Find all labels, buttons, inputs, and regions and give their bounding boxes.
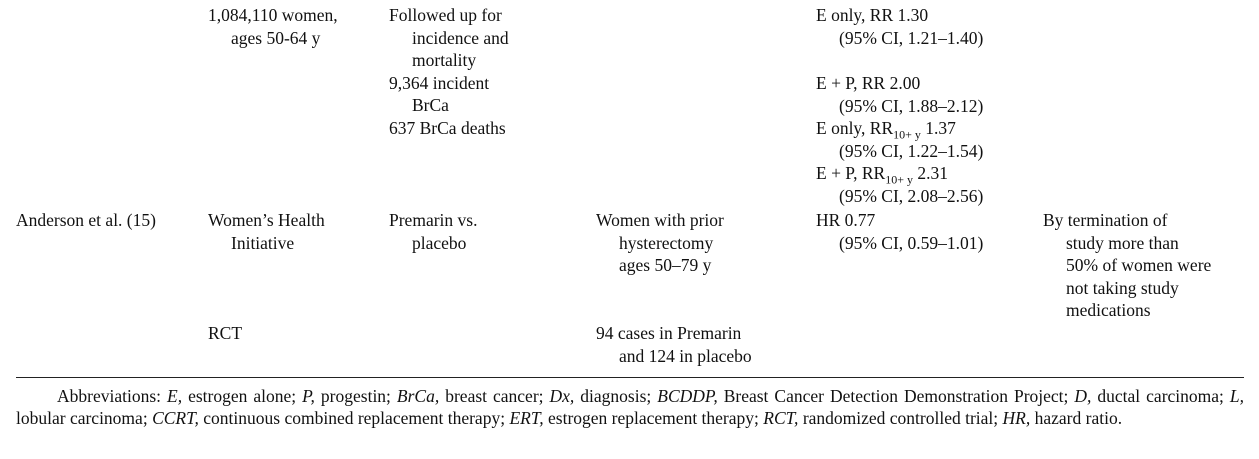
intervention-cell bbox=[389, 209, 477, 254]
population-line: ages 50-64 y bbox=[231, 27, 321, 48]
comments-cell bbox=[1043, 209, 1211, 322]
footnote-abbr: D, bbox=[1074, 386, 1092, 406]
result-label-post: 2.31 bbox=[912, 163, 948, 183]
population-cell bbox=[208, 4, 338, 49]
comment-line: medications bbox=[1066, 300, 1151, 320]
design-line: RCT bbox=[208, 323, 243, 343]
footnote-abbr: P, bbox=[302, 386, 315, 406]
footnote-abbr: CCRT, bbox=[152, 407, 199, 428]
footnote-abbr: RCT, bbox=[763, 407, 799, 428]
footnote-abbr: BCDDP, bbox=[657, 386, 718, 406]
results-cell bbox=[816, 209, 983, 254]
subjects-cell bbox=[596, 209, 724, 277]
design-line: Followed up for bbox=[389, 5, 502, 25]
result-label: E + P, RR 2.00 bbox=[816, 73, 921, 93]
result-label: HR 0.77 bbox=[816, 210, 876, 230]
result-ci: (95% CI, 1.21–1.40) bbox=[839, 27, 984, 48]
footnote-def: Breast Cancer Detection Demonstration Project; bbox=[717, 386, 1075, 406]
result-label bbox=[816, 117, 983, 140]
footnote-abbr: BrCa, bbox=[396, 386, 440, 406]
design-line: BrCa bbox=[412, 95, 449, 115]
footnote-def: lobular carcinoma; bbox=[16, 407, 153, 428]
intervention-line: placebo bbox=[412, 232, 467, 253]
footnote-def: hazard ratio. bbox=[1030, 407, 1123, 428]
result-ci: (95% CI, 0.59–1.01) bbox=[839, 232, 984, 253]
design-line: incidence and bbox=[412, 27, 509, 48]
intervention-line: Premarin vs. bbox=[389, 210, 478, 230]
design-cell bbox=[389, 4, 509, 139]
result-label: E only, RR 1.30 bbox=[816, 5, 929, 25]
subjects-line: ages 50–79 y bbox=[619, 255, 712, 275]
footnote-abbr: HR, bbox=[1002, 407, 1031, 428]
study-cell bbox=[16, 209, 156, 232]
result-label-sub: 10+ y bbox=[885, 172, 913, 187]
footnote-def: estrogen alone; bbox=[182, 386, 303, 406]
subjects-line: and 124 in placebo bbox=[619, 345, 752, 366]
subjects-line: Women with prior bbox=[596, 210, 724, 230]
population-line: 1,084,110 women, bbox=[208, 5, 338, 25]
result-ci: (95% CI, 1.22–1.54) bbox=[839, 140, 984, 161]
design-line: 9,364 incident bbox=[389, 72, 490, 93]
footnote-abbr: L, bbox=[1229, 386, 1245, 406]
comment-line: not taking study bbox=[1066, 277, 1179, 298]
footnote-items bbox=[16, 386, 1244, 428]
subjects-cell bbox=[596, 322, 752, 367]
subjects-line: hysterectomy bbox=[619, 232, 714, 253]
study-name: Anderson et al. (15) bbox=[16, 210, 156, 230]
result-ci: (95% CI, 2.08–2.56) bbox=[839, 185, 984, 206]
footnote-def: diagnosis; bbox=[574, 386, 658, 406]
footnote-abbr: ERT, bbox=[509, 407, 544, 428]
footnote bbox=[16, 386, 1244, 429]
result-label bbox=[816, 162, 983, 185]
footnote-abbr: Dx, bbox=[549, 386, 575, 406]
population-line: Women’s Health bbox=[208, 210, 325, 230]
result-label-post: 1.37 bbox=[920, 118, 956, 138]
results-cell bbox=[816, 4, 983, 207]
subjects-line: 94 cases in Premarin bbox=[596, 323, 742, 343]
footnote-def: progestin; bbox=[314, 386, 397, 406]
result-label-pre: E + P, RR bbox=[816, 163, 886, 183]
population-cell bbox=[208, 209, 325, 254]
design-line: 637 BrCa deaths bbox=[389, 117, 506, 138]
footnote-def: randomized controlled trial; bbox=[798, 407, 1003, 428]
table-bottom-rule bbox=[16, 377, 1244, 378]
footnote-abbr: E, bbox=[167, 386, 183, 406]
footnote-def: estrogen replacement therapy; bbox=[543, 407, 764, 428]
footnote-lead: Abbreviations: bbox=[57, 386, 168, 406]
footnote-def: ductal carcinoma; bbox=[1091, 386, 1230, 406]
footnote-text bbox=[16, 386, 1244, 429]
design-cell bbox=[208, 322, 242, 345]
footnote-def: breast cancer; bbox=[439, 386, 550, 406]
comment-line: study more than bbox=[1066, 232, 1179, 253]
comment-line: By termination of bbox=[1043, 210, 1168, 230]
result-ci: (95% CI, 1.88–2.12) bbox=[839, 95, 984, 116]
footnote-def: continuous combined replacement therapy; bbox=[198, 407, 510, 428]
result-label-sub: 10+ y bbox=[893, 127, 921, 142]
design-line: mortality bbox=[412, 50, 477, 70]
comment-line: 50% of women were bbox=[1066, 255, 1212, 275]
population-line: Initiative bbox=[231, 232, 295, 253]
result-label-pre: E only, RR bbox=[816, 118, 894, 138]
